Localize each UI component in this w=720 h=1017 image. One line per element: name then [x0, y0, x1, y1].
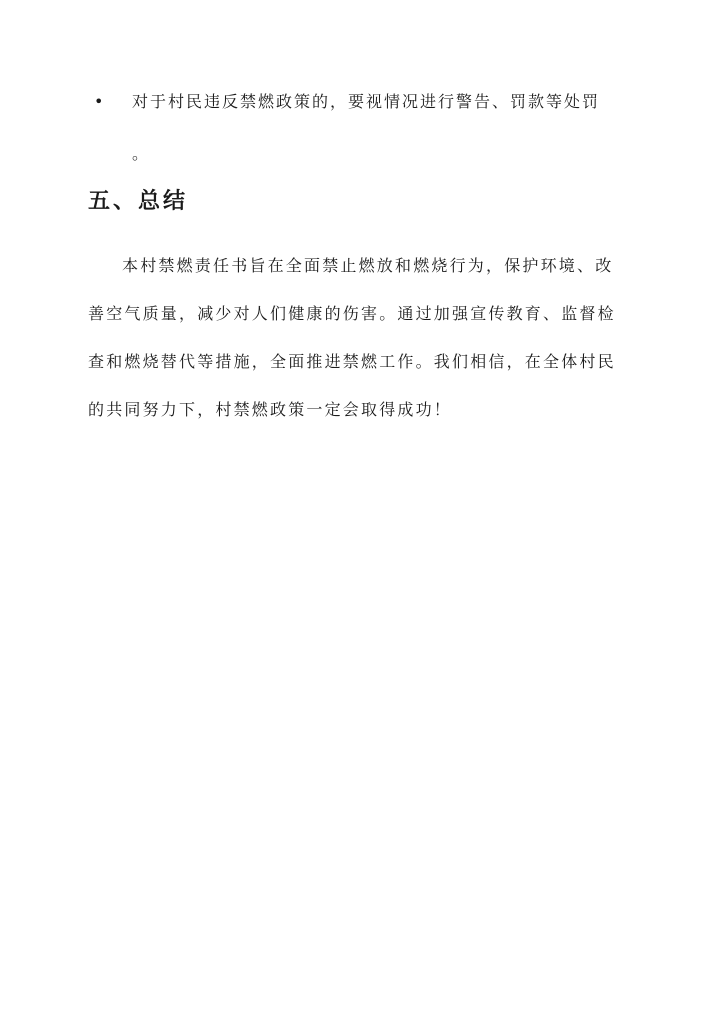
bullet-marker: •: [94, 92, 104, 111]
summary-line: 的共同努力下，村禁燃政策一定会取得成功！: [88, 400, 453, 419]
bullet-list-item: [94, 88, 630, 168]
bullet-text: 对于村民违反禁燃政策的，要视情况进行警告、罚款等处罚: [132, 92, 601, 111]
summary-line: 善空气质量，减少对人们健康的伤害。通过加强宣传教育、监督检: [88, 304, 616, 323]
summary-line: 本村禁燃责任书旨在全面禁止燃放和燃烧行为，保护环境、改: [122, 256, 614, 275]
bullet-text-tail: 。: [132, 144, 149, 163]
section-heading: 五、总结: [88, 188, 189, 214]
summary-paragraph: [88, 252, 636, 444]
summary-line: 查和燃烧替代等措施，全面推进禁燃工作。我们相信，在全体村民: [88, 352, 616, 371]
